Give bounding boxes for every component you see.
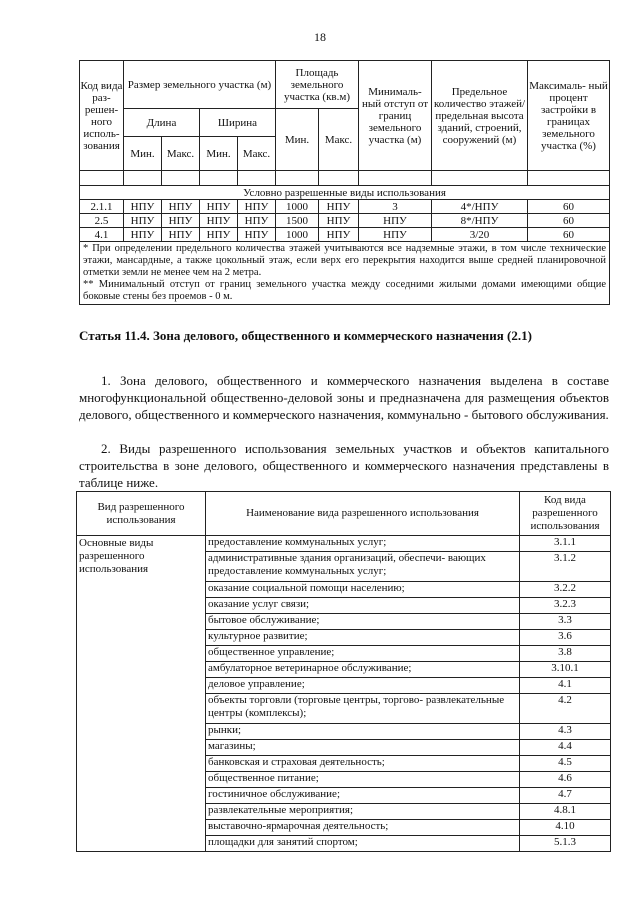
use-code: 3.3	[520, 614, 611, 630]
header-max-coverage: Максималь- ный процент застройки в границах земельного участка (%)	[528, 61, 610, 171]
use-code: 4.2	[520, 694, 611, 724]
header-plot-area: Площадь земельного участка (кв.м)	[276, 61, 359, 109]
use-code: 3.1.2	[520, 552, 611, 582]
use-name: предоставление коммунальных услуг;	[206, 536, 520, 552]
note-setback: ** Минимальный отступ от границ земельного участка между соседними жилыми домами имеющими общие боковые стены без проемов - 0 м.	[83, 279, 606, 302]
use-name: объекты торговли (торговые центры, торгово- развлекательные центры (комплексы);	[206, 694, 520, 724]
section-title: Условно разрешенные виды использования	[80, 186, 610, 200]
article-heading: Статья 11.4. Зона делового, общественного и коммерческого назначения (2.1)	[79, 328, 532, 343]
use-name: общественное питание;	[206, 772, 520, 788]
header-max-floors: Предельное количество этажей/ предельная высота зданий, строений, сооружений (м)	[432, 61, 528, 171]
use-code: 4.3	[520, 724, 611, 740]
use-code: 3.2.2	[520, 582, 611, 598]
header-code: Код вида раз- решен- ного исполь- зования	[80, 61, 124, 171]
use-name: магазины;	[206, 740, 520, 756]
use-code: 4.7	[520, 788, 611, 804]
use-code: 3.10.1	[520, 662, 611, 678]
use-name: рынки;	[206, 724, 520, 740]
header-use-type: Вид разрешенного использования	[77, 492, 206, 536]
use-name: культурное развитие;	[206, 630, 520, 646]
use-name: общественное управление;	[206, 646, 520, 662]
use-code: 4.4	[520, 740, 611, 756]
table-row	[77, 536, 611, 552]
header-min-setback: Минималь- ный отступ от границ земельного участка (м)	[359, 61, 432, 171]
use-code: 4.5	[520, 756, 611, 772]
header-area-min: Мин.	[276, 109, 319, 171]
header-area-max: Макс.	[319, 109, 359, 171]
header-use-name: Наименование вида разрешенного использования	[206, 492, 520, 536]
use-code: 4.1	[520, 678, 611, 694]
use-code: 5.1.3	[520, 836, 611, 852]
use-name: развлекательные мероприятия;	[206, 804, 520, 820]
use-code: 3.1.1	[520, 536, 611, 552]
zoning-parameters-table	[79, 60, 610, 305]
header-length-min: Мин.	[124, 137, 162, 171]
use-name: оказание услуг связи;	[206, 598, 520, 614]
use-name: бытовое обслуживание;	[206, 614, 520, 630]
use-code: 4.10	[520, 820, 611, 836]
use-code: 3.2.3	[520, 598, 611, 614]
spacer-row	[80, 171, 610, 186]
use-name: банковская и страховая деятельность;	[206, 756, 520, 772]
table-row: 4.1 НПУ НПУ НПУ НПУ 1000 НПУ НПУ 3/20 60	[80, 228, 610, 242]
use-code: 3.6	[520, 630, 611, 646]
header-width: Ширина	[200, 109, 276, 137]
paragraph-2: 2. Виды разрешенного использования земельных участков и объектов капитального строительства в зоне делового, общественного и коммерческого назначения представлены в таблице ниже.	[79, 441, 609, 490]
table-notes	[80, 242, 610, 305]
use-name: оказание социальной помощи населению;	[206, 582, 520, 598]
use-category: Основные виды разрешенного использования	[77, 536, 206, 852]
use-code: 3.8	[520, 646, 611, 662]
use-name: амбулаторное ветеринарное обслуживание;	[206, 662, 520, 678]
note-floors: * При определении предельного количества этажей учитываются все надземные этажи, в том числе технические этажи, мансардные, а также цокольный этаж, если верх его перекрытия находится выше средней планировочной отметки земли не менее чем на 2 метра.	[83, 243, 606, 278]
use-name: деловое управление;	[206, 678, 520, 694]
use-name: административные здания организаций, обеспечи- вающих предоставление коммунальных услуг;	[206, 552, 520, 582]
header-use-code: Код вида разрешенного использования	[520, 492, 611, 536]
permitted-uses-table	[76, 491, 611, 852]
header-plot-size: Размер земельного участка (м)	[124, 61, 276, 109]
header-length: Длина	[124, 109, 200, 137]
table-row: 2.1.1 НПУ НПУ НПУ НПУ 1000 НПУ 3 4*/НПУ 60	[80, 200, 610, 214]
use-code: 4.6	[520, 772, 611, 788]
table-row: 2.5 НПУ НПУ НПУ НПУ 1500 НПУ НПУ 8*/НПУ 60	[80, 214, 610, 228]
header-width-min: Мин.	[200, 137, 238, 171]
page-number: 18	[314, 30, 326, 44]
paragraph-1: 1. Зона делового, общественного и коммерческого назначения выделена в составе многофункциональной общественно-деловой зоны и предназначена для размещения объектов делового, общественного и коммерческого назначения, коммунально - бытового обслуживания.	[79, 373, 609, 422]
header-length-max: Макс.	[162, 137, 200, 171]
header-width-max: Макс.	[238, 137, 276, 171]
use-name: выставочно-ярмарочная деятельность;	[206, 820, 520, 836]
use-name: площадки для занятий спортом;	[206, 836, 520, 852]
use-code: 4.8.1	[520, 804, 611, 820]
use-name: гостиничное обслуживание;	[206, 788, 520, 804]
